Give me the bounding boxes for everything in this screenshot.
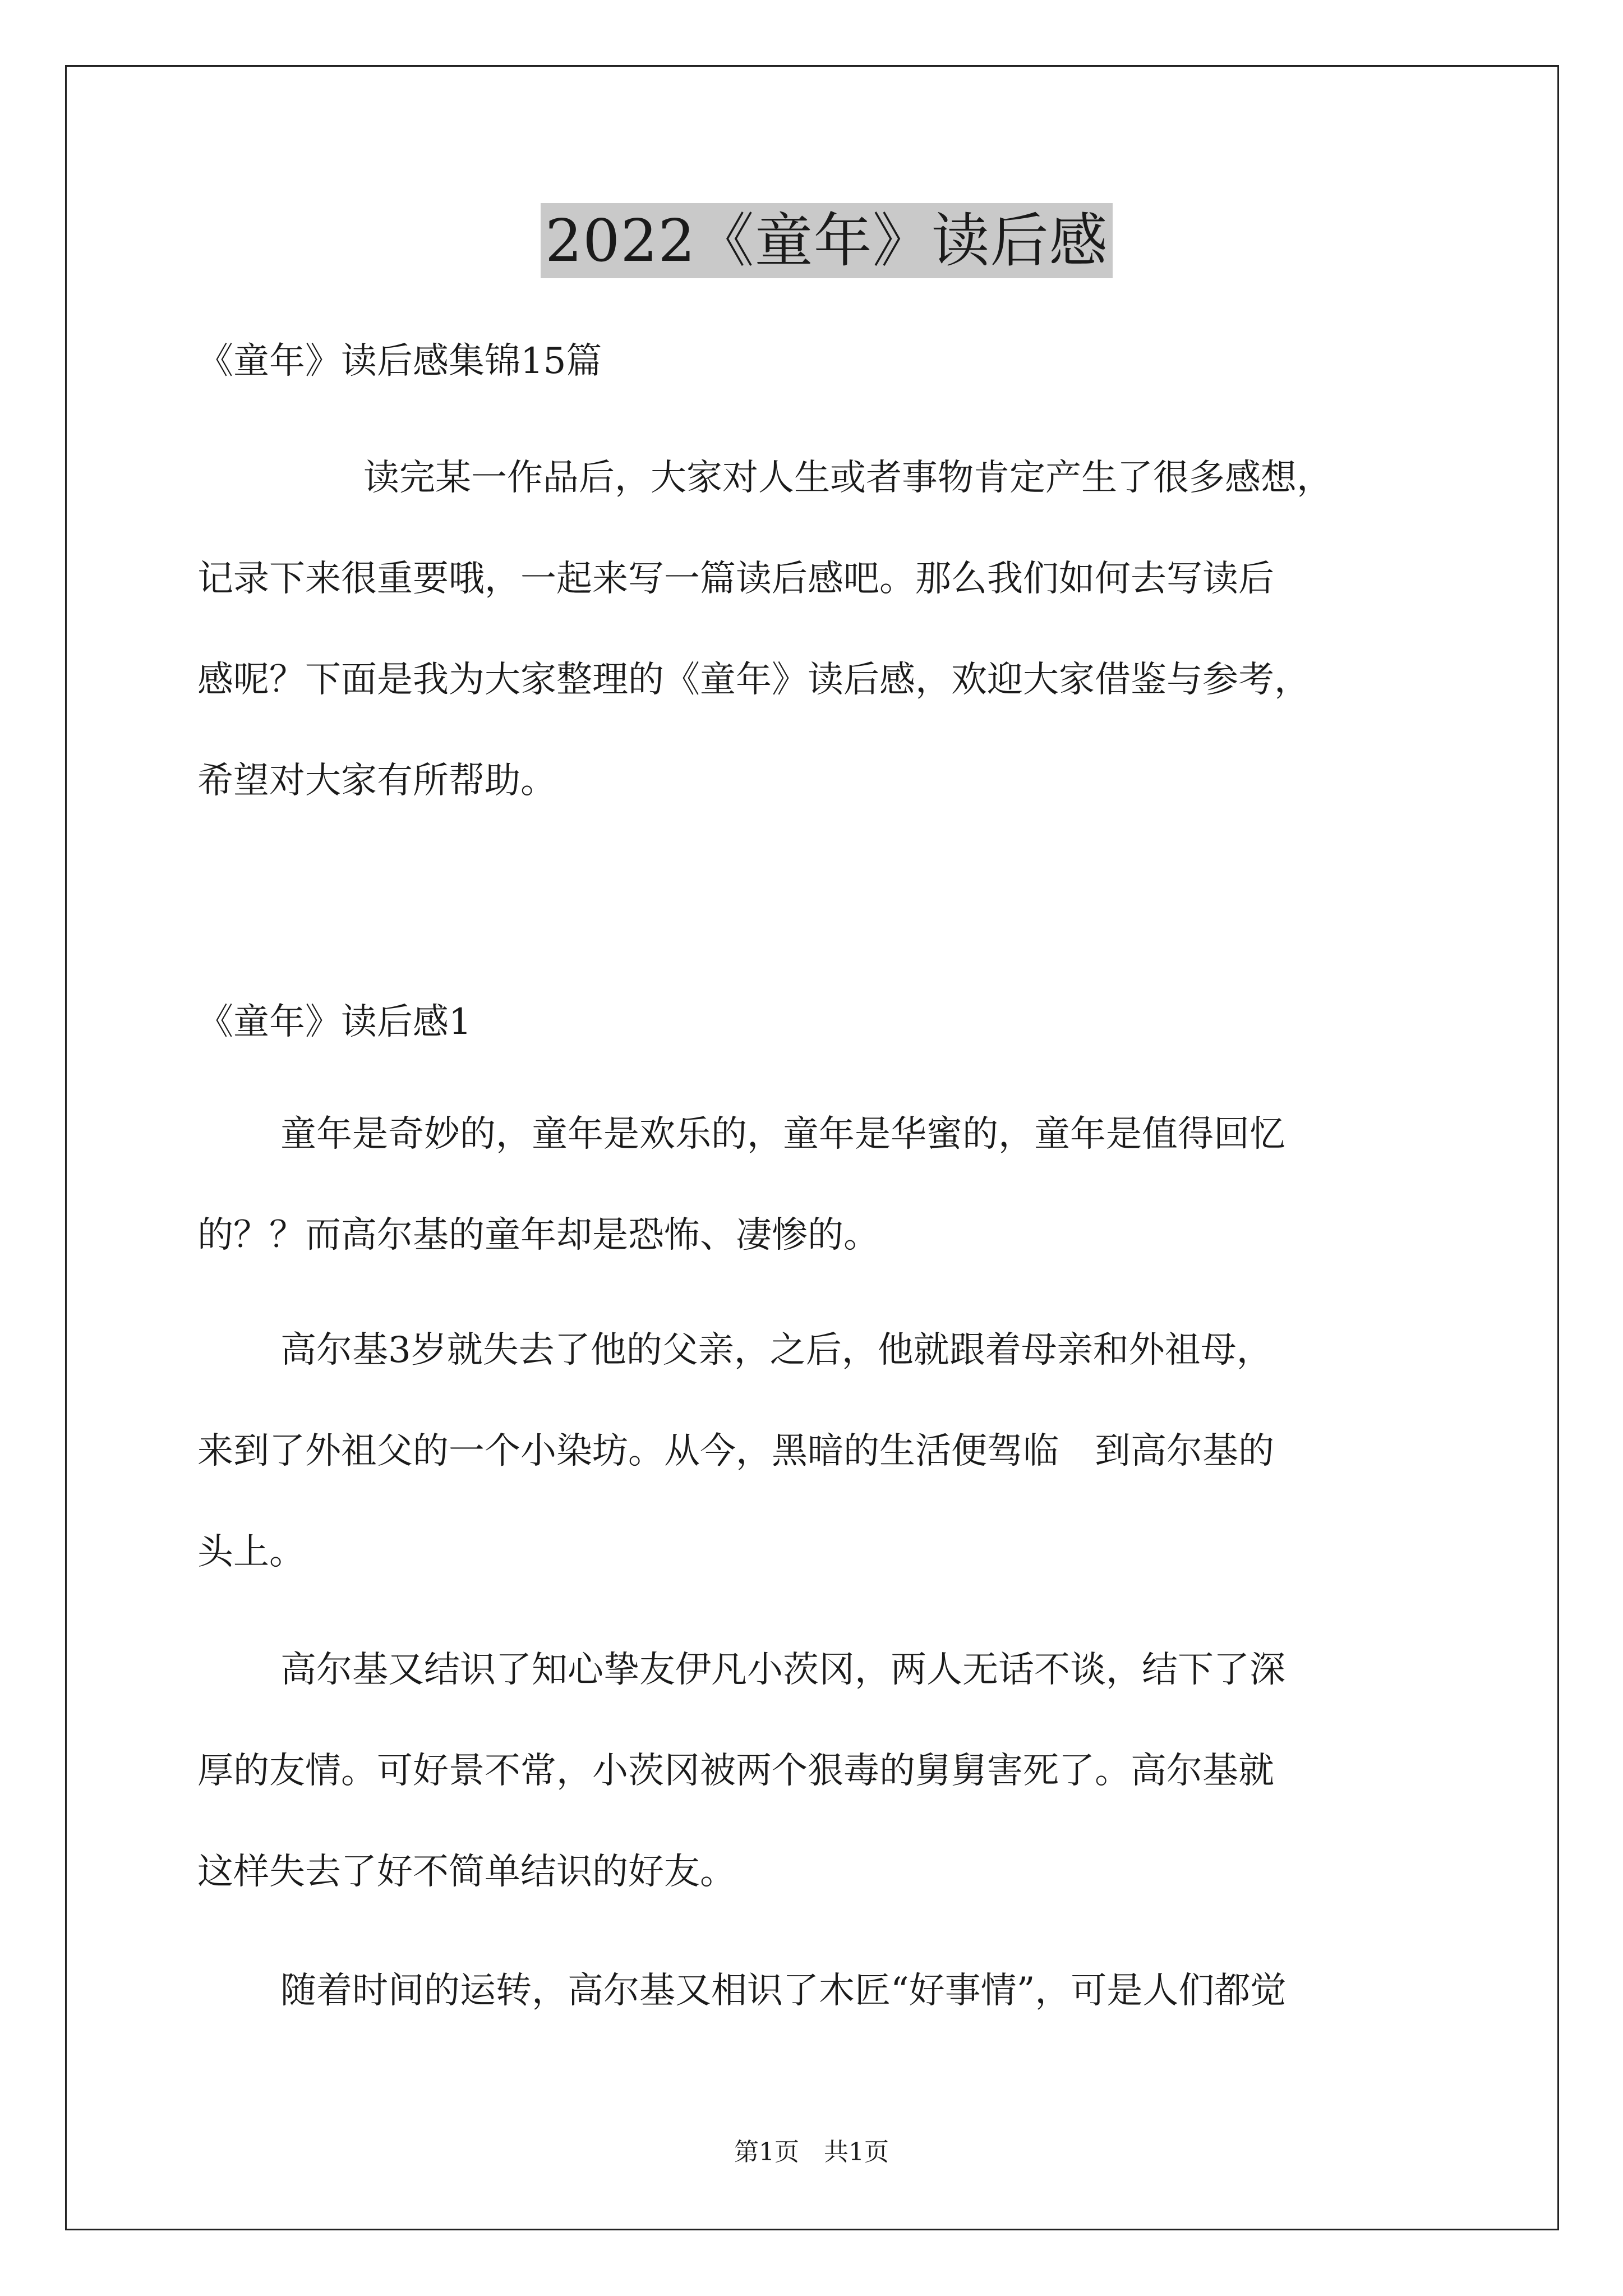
- paragraph-line: 高尔基3岁就失去了他的父亲，之后，他就跟着母亲和外祖母，: [280, 1329, 1272, 1371]
- intro-line: 感呢？下面是我为大家整理的《童年》读后感，欢迎大家借鉴与参考，: [197, 659, 1310, 701]
- section-heading-text: 《童年》读后感1: [197, 1001, 472, 1043]
- intro-line: 希望对大家有所帮助。: [197, 760, 556, 802]
- collection-heading-text: 《童年》读后感集锦15篇: [197, 341, 602, 382]
- page-number-footer: 第1页 共1页: [734, 2138, 889, 2166]
- paragraph-line: 头上。: [197, 1531, 305, 1573]
- paragraph-line: 高尔基又结识了知心挚友伊凡小茨冈，两人无话不谈，结下了深: [280, 1649, 1285, 1691]
- paragraph-line: 厚的友情。可好景不常，小茨冈被两个狠毒的舅舅害死了。高尔基就: [197, 1750, 1274, 1792]
- paragraph-line: 随着时间的运转，高尔基又相识了木匠“好事情”，可是人们都觉: [280, 1970, 1287, 2012]
- intro-line: 记录下来很重要哦，一起来写一篇读后感吧。那么我们如何去写读后: [197, 558, 1274, 600]
- paragraph-line: 童年是奇妙的，童年是欢乐的，童年是华蜜的，童年是值得回忆: [280, 1114, 1285, 1155]
- intro-line: 读完某一作品后，大家对人生或者事物肯定产生了很多感想，: [363, 457, 1332, 499]
- paragraph-line: 来到了外祖父的一个小染坊。从今，黑暗的生活便驾临 到高尔基的: [197, 1430, 1274, 1472]
- paragraph-line: 的？？而高尔基的童年却是恐怖、凄惨的。: [197, 1214, 879, 1256]
- document-title: 2022《童年》读后感: [541, 203, 1113, 278]
- paragraph-line: 这样失去了好不简单结识的好友。: [197, 1851, 736, 1893]
